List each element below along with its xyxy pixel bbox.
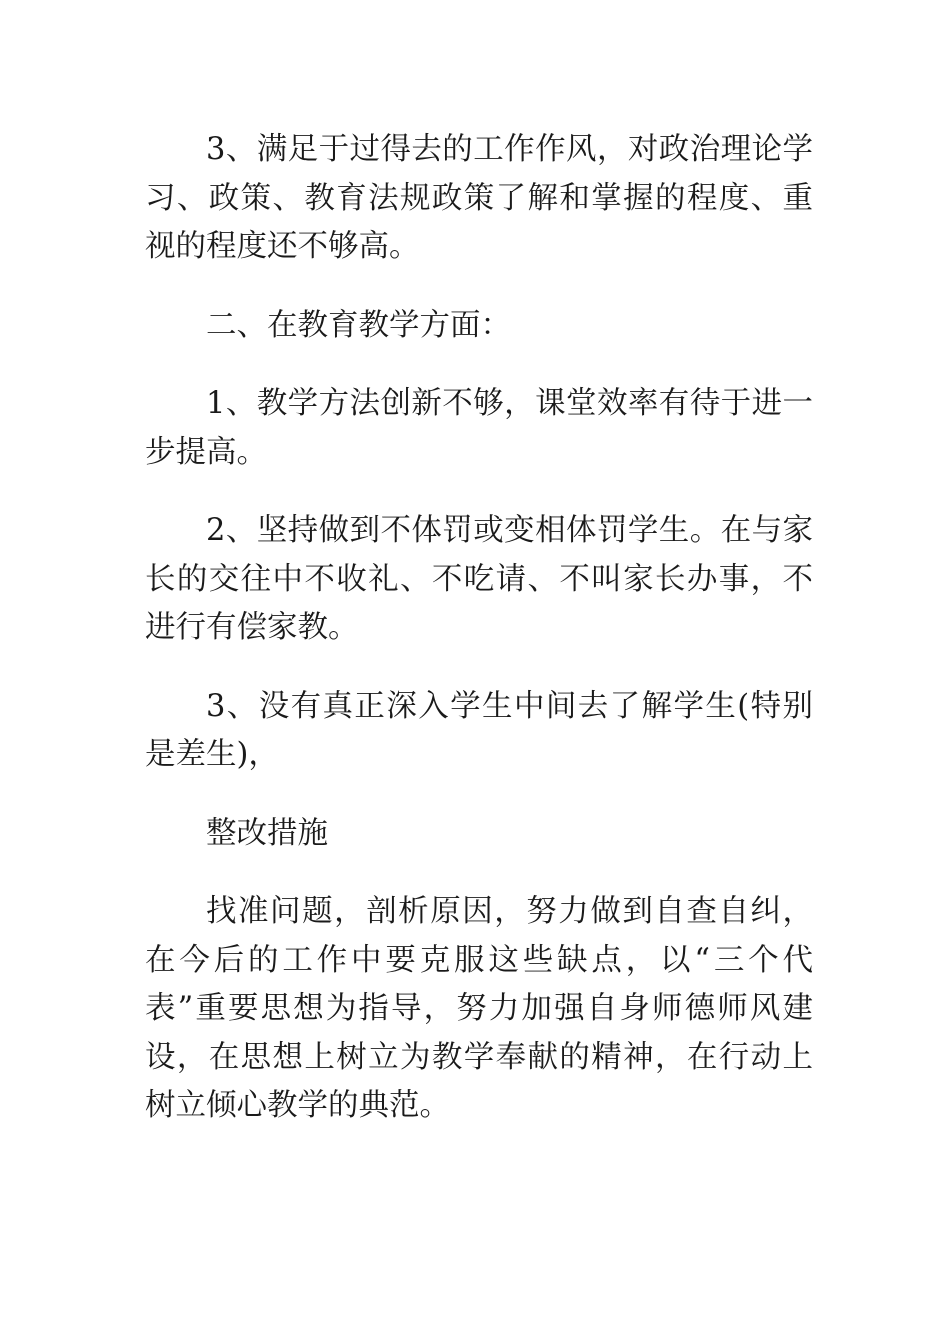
section-heading-teaching: 二、在教育教学方面：: [206, 307, 511, 343]
paragraph-item-3-understand-students: 3、没有真正深入学生中间去了解学生(特别是差生)，: [145, 688, 813, 772]
paragraph-rectification-measures: 找准问题，剖析原因，努力做到自查自纠，在今后的工作中要克服这些缺点，以“三个代表”重要思想为指导，努力加强自身师德师风建设，在思想上树立为教学奉献的精神，在行动上树立倾心教学的典范。: [145, 894, 813, 1123]
section-heading-rectification: 整改措施: [206, 815, 328, 851]
document-body: [145, 126, 813, 1131]
paragraph-item-1-teaching-method: 1、教学方法创新不够，课堂效率有待于进一步提高。: [145, 386, 813, 470]
paragraph-item-3-work-style: 3、满足于过得去的工作作风，对政治理论学习、政策、教育法规政策了解和掌握的程度、重视的程度还不够高。: [145, 132, 813, 264]
paragraph-item-2-no-punishment: 2、坚持做到不体罚或变相体罚学生。在与家长的交往中不收礼、不吃请、不叫家长办事，不进行有偿家教。: [145, 513, 813, 645]
